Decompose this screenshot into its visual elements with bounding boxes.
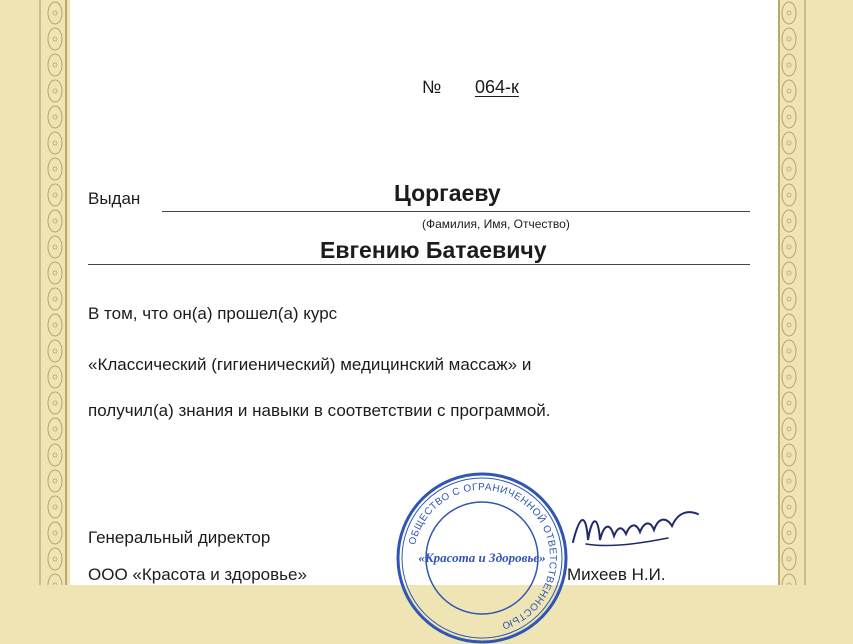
svg-text:ОБЩЕСТВО С ОГРАНИЧЕННОЙ ОТВЕТС: ОБЩЕСТВО С ОГРАНИЧЕННОЙ ОТВЕТСТВЕННОСТЬЮ xyxy=(407,481,559,631)
signatory-name: Михеев Н.И. xyxy=(567,565,666,584)
recipient-given-names: Евгению Батаевичу xyxy=(320,237,547,263)
issued-label: Выдан xyxy=(88,189,141,208)
recipient-surname: Цоргаеву xyxy=(394,180,501,206)
body-line-3: получил(а) знания и навыки в соответствии с программой. xyxy=(88,401,551,420)
names-line xyxy=(88,264,750,265)
certificate-number: 064-к xyxy=(475,77,519,97)
surname-line xyxy=(162,211,750,212)
organization-name: ООО «Красота и здоровье» xyxy=(88,565,307,584)
signatory-title: Генеральный директор xyxy=(88,528,271,547)
signature xyxy=(568,504,703,552)
ornamental-border-left xyxy=(0,0,70,585)
svg-text:«Красота и Здоровье»: «Красота и Здоровье» xyxy=(418,550,546,565)
company-seal xyxy=(396,472,568,644)
number-sign: № xyxy=(422,77,442,97)
body-line-2: «Классический (гигиенический) медицинский массаж» и xyxy=(88,355,532,374)
name-field-hint: (Фамилия, Имя, Отчество) xyxy=(422,217,570,231)
body-line-1: В том, что он(а) прошел(а) курс xyxy=(88,304,338,323)
ornamental-border-right xyxy=(778,0,853,585)
